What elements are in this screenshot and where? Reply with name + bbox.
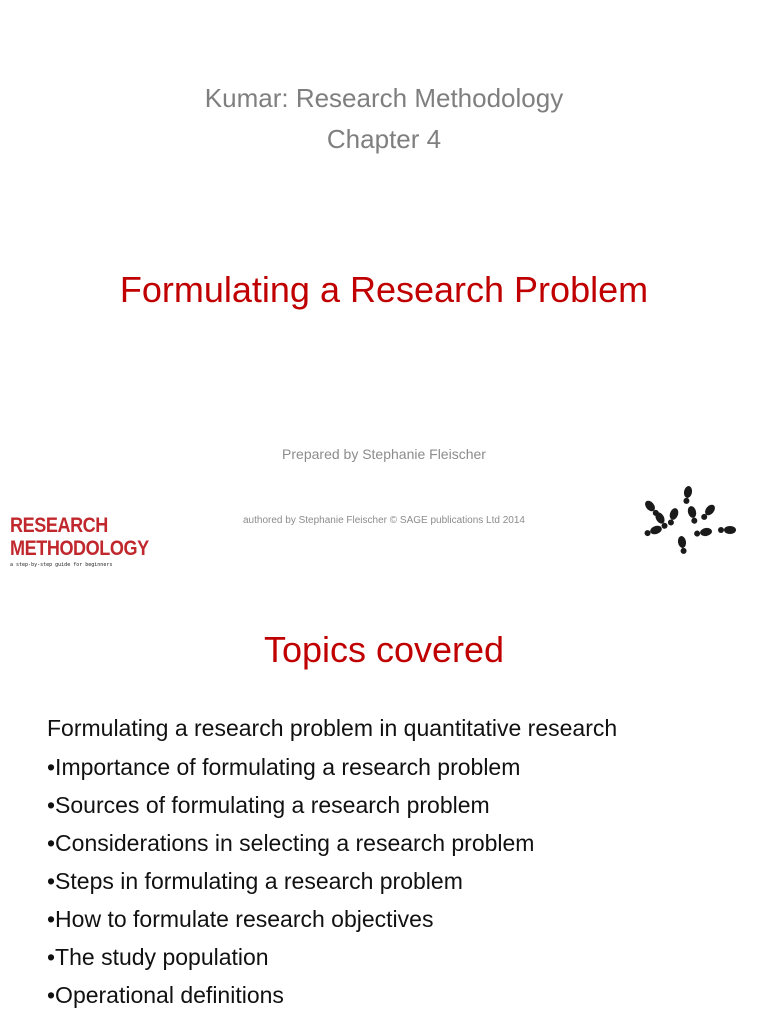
list-item: •Sources of formulating a research problem bbox=[47, 792, 490, 818]
subtitle-line1: Kumar: Research Methodology bbox=[204, 83, 564, 113]
list-item: •Steps in formulating a research problem bbox=[47, 868, 463, 894]
list-item: •How to formulate research objectives bbox=[47, 906, 434, 932]
topics-slide bbox=[0, 578, 768, 1024]
logo-line2: METHODOLOGY bbox=[10, 537, 149, 560]
authored-by-text: authored by Stephanie Fleischer © SAGE publications Ltd 2014 bbox=[243, 515, 525, 526]
list-item: •Importance of formulating a research problem bbox=[47, 754, 521, 780]
topics-list bbox=[47, 712, 737, 1014]
logo-tagline: a step-by-step guide for beginners bbox=[10, 562, 113, 568]
subtitle-line2: Chapter 4 bbox=[326, 124, 442, 154]
logo-line1: RESEARCH bbox=[10, 514, 108, 537]
list-item: •Considerations in selecting a research problem bbox=[47, 830, 535, 856]
list-item: •The study population bbox=[47, 944, 269, 970]
topics-title: Topics covered bbox=[263, 629, 505, 670]
slide-title: Formulating a Research Problem bbox=[119, 269, 649, 310]
prepared-by-text: Prepared by Stephanie Fleischer bbox=[282, 446, 486, 462]
topics-heading: Formulating a research problem in quantitative research bbox=[47, 715, 618, 741]
research-methodology-logo bbox=[10, 514, 149, 569]
list-item: •Operational definitions bbox=[47, 982, 284, 1008]
footprints-icon bbox=[636, 484, 746, 566]
